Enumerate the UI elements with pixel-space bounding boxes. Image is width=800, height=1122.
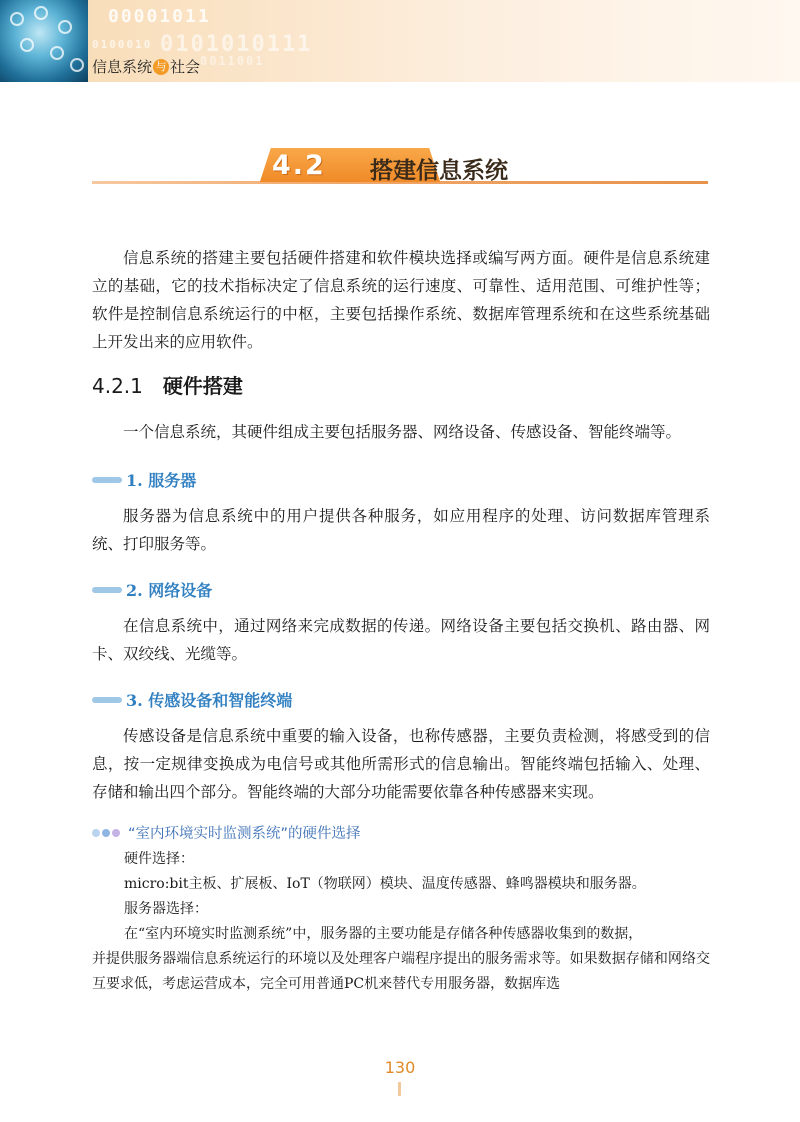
subsection-intro: 一个信息系统，其硬件组成主要包括服务器、网络设备、传感设备、智能终端等。	[123, 423, 682, 441]
case-server-text-2: 并提供服务器端信息系统运行的环境以及处理客户端程序提出的服务需求等。如果数据存储和网络交互要求低，考虑运营成本，完全可用普通PC机来替代专用服务器，数据库选	[92, 951, 710, 992]
heading-bar-icon	[92, 587, 122, 593]
item-heading-text: 2. 网络设备	[126, 581, 213, 600]
binary-decoration: 0101010111	[160, 32, 313, 57]
item-heading-network	[92, 578, 212, 601]
book-title-part: 社会	[170, 58, 201, 76]
title-connector-badge: 与	[153, 59, 169, 75]
book-title-part: 信息系统	[92, 58, 153, 76]
case-server-label: 服务器选择：	[124, 901, 208, 917]
binary-decoration: 0100010	[92, 38, 153, 51]
item-text-sensor: 传感设备是信息系统中重要的输入设备，也称传感器，主要负责检测，将感受到的信息，按一定规律变换成为电信号或其他所需形式的信息输出。智能终端包括输入、处理、存储和输出四个部分。智能终端的大部分功能需要依靠各种传感器来实现。	[92, 727, 710, 801]
page-number: 130	[384, 1058, 416, 1077]
case-title	[92, 822, 361, 843]
binary-decoration: 0011001	[200, 54, 265, 68]
binary-decoration: 00001011	[108, 6, 211, 27]
section-banner	[92, 148, 708, 190]
subsection-heading	[92, 370, 243, 399]
section-number: 4.2	[272, 150, 326, 181]
subsection-number: 4.2.1	[92, 374, 143, 398]
case-server-text-1: 在“室内环境实时监测系统”中，服务器的主要功能是存储各种传感器收集到的数据，	[124, 926, 643, 942]
circuit-image	[0, 0, 88, 82]
heading-bar-icon	[92, 477, 122, 483]
intro-paragraph: 信息系统的搭建主要包括硬件搭建和软件模块选择或编写两方面。硬件是信息系统建立的基础，它的技术指标决定了信息系统的运行速度、可靠性、适用范围、可维护性等；软件是控制信息系统运行的中枢，主要包括操作系统、数据库管理系统和在这些系统基础上开发出来的应用软件。	[92, 249, 710, 351]
heading-bar-icon	[92, 697, 122, 703]
case-title-text: “室内环境实时监测系统”的硬件选择	[128, 826, 361, 842]
section-title: 搭建信息系统	[370, 158, 508, 184]
case-hw-label: 硬件选择：	[124, 851, 194, 867]
item-text-server: 服务器为信息系统中的用户提供各种服务，如应用程序的处理、访问数据库管理系统、打印服务等。	[92, 507, 710, 553]
page-number-tick	[398, 1082, 401, 1096]
dots-icon	[92, 829, 122, 837]
item-heading-text: 1. 服务器	[126, 471, 197, 490]
subsection-title: 硬件搭建	[162, 374, 243, 398]
item-heading-sensor	[92, 688, 292, 711]
item-text-network: 在信息系统中，通过网络来完成数据的传递。网络设备主要包括交换机、路由器、网卡、双绞线、光缆等。	[92, 617, 710, 663]
item-heading-server	[92, 468, 196, 491]
book-title	[92, 56, 200, 77]
page-header	[0, 0, 800, 82]
case-hw-text: micro:bit主板、扩展板、IoT（物联网）模块、温度传感器、蜂鸣器模块和服务器。	[124, 876, 646, 892]
item-heading-text: 3. 传感设备和智能终端	[126, 691, 293, 710]
